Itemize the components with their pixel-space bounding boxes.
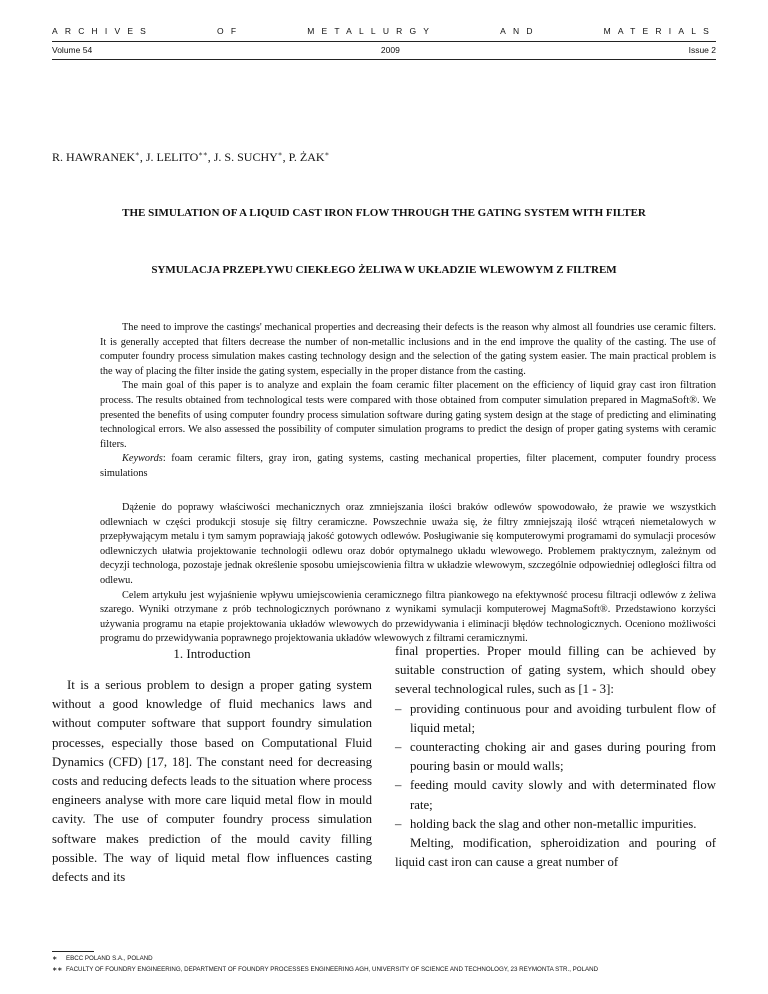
keywords [100,452,716,481]
author-mark: ∗∗ [198,150,208,158]
section-heading: 1. Introduction [173,646,251,661]
footnote [52,966,598,973]
title-english: THE SIMULATION OF A LIQUID CAST IRON FLOW THROUGH THE GATING SYSTEM WITH FILTER [122,207,646,219]
footnote-mark: ∗∗ [52,966,63,973]
title-polish: SYMULACJA PRZEPŁYWU CIEKŁEGO ŻELIWA W UKŁADZIE WLEWOWYM Z FILTREM [151,264,617,276]
author-mark: ∗ [277,150,283,158]
author-mark: ∗ [135,150,140,158]
journal-name [52,26,716,36]
body-paragraph: It is a serious problem to design a proper gating system without a good knowledge of fluid mechanics laws and without computer software that support foundry simulation processes, especially those based on Computational Fluid Dynamics (CFD) [17, 18]. The constant need for decreasing costs and reducing defects leads to the situation where process engineers analyse with more care liquid metal flow in mould cavity. The use of computer foundry process simulation software makes prediction of the mould cavity filling possible. The way of liquid metal flow influences casting defects and its [52,678,372,885]
issue: Issue 2 [688,45,716,55]
header-rule-top [52,41,716,42]
abstract-paragraph: The need to improve the castings' mechanical properties and decreasing their defects is the reason why almost all foundries use ceramic filters. It is generally accepted that filters decrease the number of non-metallic inclusions and in the end improve the quality of the casting. The use of computer foundry process simulation makes casting technology design and the selection of the gating system easier. The main practical problem is the way of placing the filter inside the gating system, especially in the proper distance from the casting. [100,322,716,377]
header-rule-bottom [52,59,716,60]
abstract-paragraph: Celem artykułu jest wyjaśnienie wpływu umiejscowienia ceramicznego filtra piankowego na efektywność procesu filtracji odlewów z żeliwa szarego. Wyniki otrzymane z prób technologicznych porównano z wynikami symulacji komputerowej MagmaSoft®. Przedstawiono korzyści używania programu na etapie projektowania układów wlewowych do przewidywania i eliminacji błędów technologicznych. Oceniono możliwości programu do przewidywania poprawnego projektowania układów wlewowych z filtrami ceramicznymi. [100,589,716,645]
author-name: J. LELITO [145,150,199,164]
footnote-mark: ∗ [52,955,58,962]
list-item-text: holding back the slag and other non-metallic impurities. [410,816,697,831]
abstract-paragraph: Dążenie do poprawy właściwości mechanicznych oraz zmniejszania ilości braków odlewów spowodowało, że prawie we wszystkich odlewniach w części produkcji stosuje się filtry ceramiczne. Powszechnie uważa się, że filtry zmniejszają ilość wtrąceń niemetalowych w przepływającym metalu i tym samym poprawiają jakość gotowych odlewów. Posługiwanie się komputerowymi programami do symulacji procesów odlewniczych ułatwia projektowanie technologii odlewu oraz dobór optymalnego układu wlewowego. Problemem praktycznym, zależnym od decyzji technologa, pozostaje jednak określenie sposobu umiejscowienia filtra w układzie wlewowym, szczególnie odpowiedniej odległości filtra od odlewu. [100,502,716,586]
list-item: – counteracting choking air and gases during pouring from pouring basin or mould walls; [395,740,716,774]
list-item-text: feeding mould cavity slowly and with determinated flow rate; [410,778,716,812]
list-item: – feeding mould cavity slowly and with determinated flow rate; [395,778,716,812]
issue-meta [52,45,716,55]
journal-word: AND [500,26,540,36]
authors: R. HAWRANEK∗, J. LELITO∗∗, J. S. SUCHY∗, P. ŻAK∗ [52,150,330,164]
author-name: J. S. SUCHY [213,150,278,164]
rules-list [395,700,716,834]
year: 2009 [380,45,400,55]
body-column-right [395,642,716,872]
body-paragraph: Melting, modification, spheroidization and pouring of liquid cast iron can cause a great number of [395,836,716,870]
author-name: R. HAWRANEK [52,150,136,164]
body-column-left [52,646,372,887]
keywords-label: Keywords [122,453,163,465]
journal-word: ARCHIVES [52,26,154,36]
keywords-text: : foam ceramic filters, gray iron, gating systems, casting mechanical properties, filter placement, computer foundry process simulations [100,453,716,479]
journal-word: METALLURGY [307,26,437,36]
footnote-rule [52,951,94,952]
list-item: – holding back the slag and other non-metallic impurities. [395,816,697,831]
journal-word: MATERIALS [603,26,716,36]
footnote-text: EBCC POLAND S.A., POLAND [66,955,153,962]
footnote [52,955,153,962]
abstract-paragraph: The main goal of this paper is to analyze and explain the foam ceramic filter placement on the efficiency of liquid gray cast iron filtration process. The results obtained from technological tests were compared with those obtained from computer simulation prepared in MagmaSoft®. We presented the benefits of using computer foundry process simulation software during gating system design at the stage of predicting and eliminating technological errors. We also assessed the possibility of computer simulation programs to predict the design of proper gating systems with ceramic filters. [100,380,716,450]
footnote-text: FACULTY OF FOUNDRY ENGINEERING, DEPARTMENT OF FOUNDRY PROCESSES ENGINEERING AGH, UNIVERSITY OF SCIENCE AND TECHNOLOGY, 23 REYMONTA STR., POLAND [66,966,599,973]
abstract-polish [100,501,716,647]
abstract-english [100,321,716,482]
list-item-text: counteracting choking air and gases during pouring from pouring basin or mould walls; [410,740,716,774]
journal-word: OF [217,26,244,36]
body-paragraph: final properties. Proper mould filling can be achieved by suitable construction of gating system, which should obey several technological rules, such as [1 - 3]: [395,644,716,697]
list-item: – providing continuous pour and avoiding turbulent flow of liquid metal; [395,701,716,735]
list-item-text: providing continuous pour and avoiding turbulent flow of liquid metal; [410,701,716,735]
volume: Volume 54 [52,45,93,55]
author-mark: ∗ [324,150,330,158]
author-name: P. ŻAK [288,150,325,164]
